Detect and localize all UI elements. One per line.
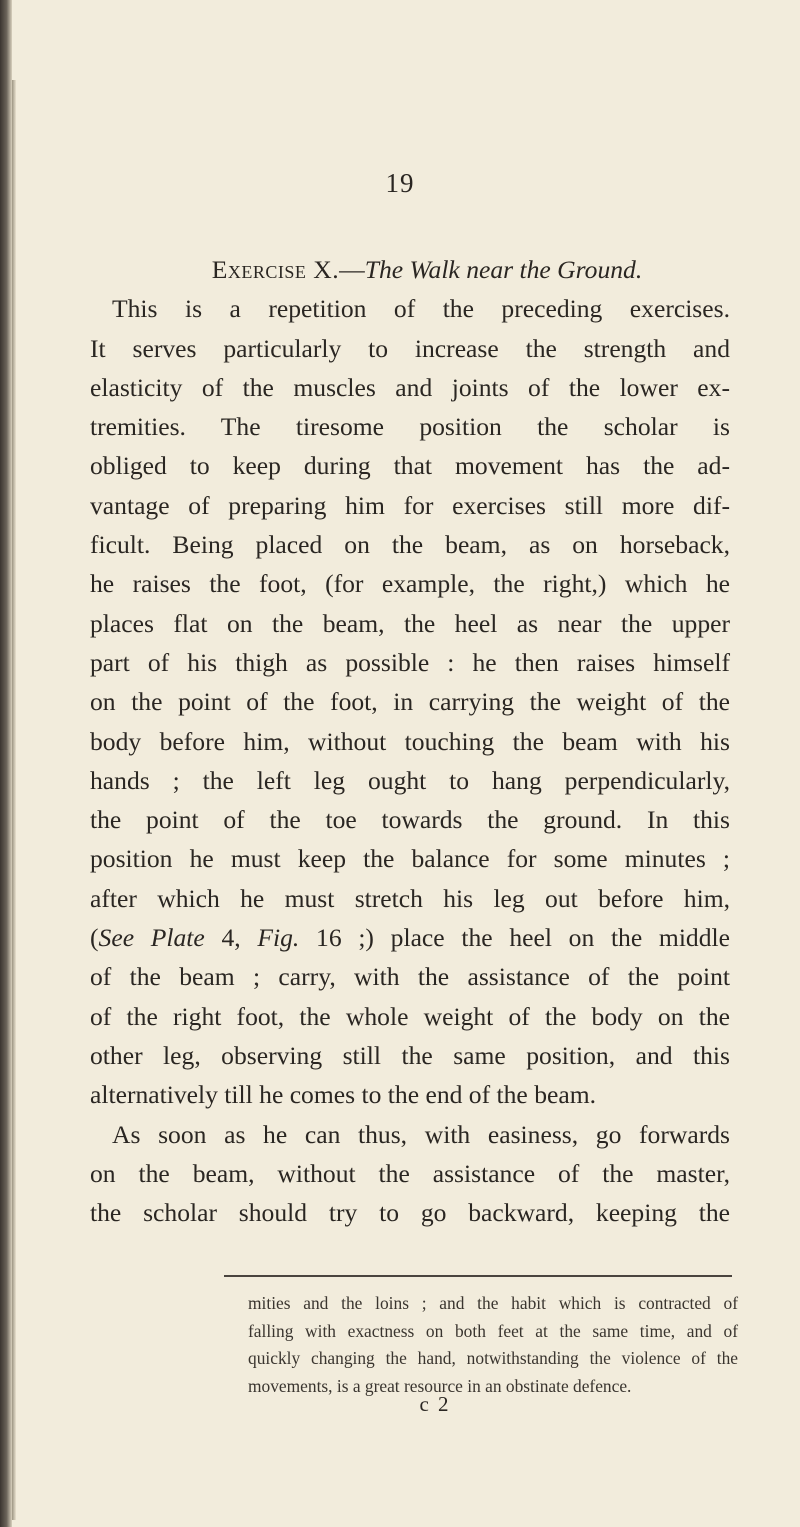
text-line: he raises the foot, (for example, the right,) which he: [90, 569, 730, 599]
footnote-line: mities and the loins ; and the habit which is contracted of: [248, 1293, 738, 1313]
text-line: the point of the toe towards the ground. In this: [90, 805, 730, 835]
footnote-rule: [224, 1275, 732, 1277]
text-line: part of his thigh as possible : he then raises himself: [90, 647, 730, 677]
text-line: This is a repetition of the preceding exercises.: [112, 294, 730, 324]
page-number: 19: [385, 168, 415, 198]
exercise-heading: [90, 250, 730, 289]
heading-dash: —: [339, 255, 365, 284]
text-line: obliged to keep during that movement has the ad-: [90, 451, 730, 481]
exercise-label: Exercise X.: [211, 255, 340, 284]
text-line: after which he must stretch his leg out before him,: [90, 883, 730, 913]
text-line: on the point of the foot, in carrying the weight of the: [90, 687, 730, 717]
text-line: of the right foot, the whole weight of the body on the: [90, 1001, 730, 1031]
main-text: [90, 250, 730, 1232]
book-spine-shadow: [0, 0, 12, 1527]
figure-reference: Fig.: [257, 923, 300, 953]
footnote-line: movements, is a great resource in an obstinate defence.: [248, 1375, 632, 1396]
plate-reference-line: (See Plate 4, Fig. 16 ;) place the heel on the middle: [90, 923, 730, 953]
text-line: hands ; the left leg ought to hang perpendicularly,: [90, 765, 730, 795]
text-line: alternatively till he comes to the end of the beam.: [90, 1080, 597, 1110]
exercise-title: The Walk near the Ground.: [364, 255, 643, 284]
text-line: ficult. Being placed on the beam, as on horseback,: [90, 530, 730, 560]
text-line: on the beam, without the assistance of the master,: [90, 1158, 730, 1188]
text-line: other leg, observing still the same position, and this: [90, 1040, 730, 1070]
footnote: [248, 1290, 738, 1400]
footnote-line: falling with exactness on both feet at the same time, and of: [248, 1320, 738, 1341]
signature-mark: c 2: [419, 1392, 451, 1416]
page-gutter: [12, 80, 16, 1520]
text-line: tremities. The tiresome position the scholar is: [90, 412, 730, 442]
text-line: vantage of preparing him for exercises still more dif-: [90, 490, 730, 520]
text-line: It serves particularly to increase the strength and: [90, 333, 730, 363]
plate-reference: See Plate: [98, 923, 205, 953]
text-line: elasticity of the muscles and joints of the lower ex-: [90, 372, 730, 402]
text-line: of the beam ; carry, with the assistance of the point: [90, 962, 730, 992]
text-line: body before him, without touching the beam with his: [90, 726, 730, 756]
footnote-line: quickly changing the hand, notwithstanding the violence of the: [248, 1348, 738, 1368]
text-line: places flat on the beam, the heel as near the upper: [90, 608, 730, 638]
text-line: As soon as he can thus, with easiness, go forwards: [112, 1119, 730, 1149]
text-line: position he must keep the balance for some minutes ;: [90, 844, 730, 874]
text-line: the scholar should try to go backward, keeping the: [90, 1198, 730, 1228]
